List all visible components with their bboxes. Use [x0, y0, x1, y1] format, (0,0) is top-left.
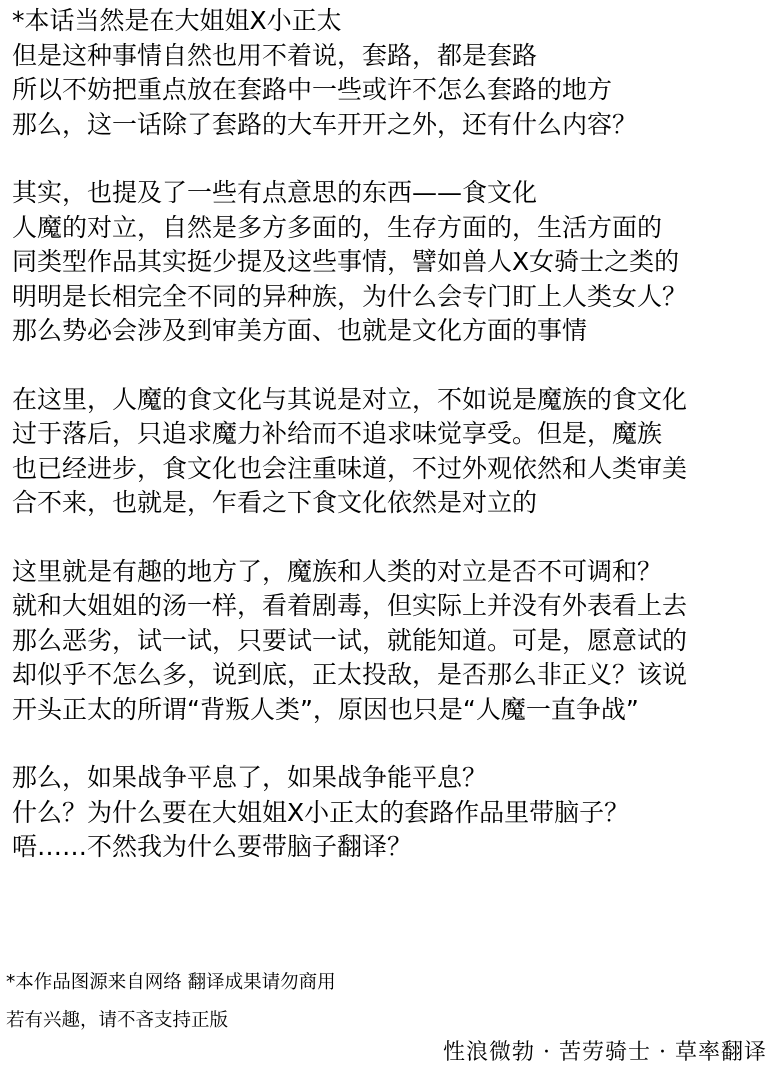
text-line: 合不来，也就是，乍看之下食文化依然是对立的	[12, 488, 538, 517]
text-line: 那么，如果战争平息了，如果战争能平息？	[12, 763, 488, 792]
translator-credits: 性浪微勃 · 苦劳骑士 · 草率翻译	[443, 1040, 767, 1065]
footnotes	[6, 964, 766, 1040]
text-line: 所以不妨把重点放在套路中一些或许不怎么套路的地方	[12, 75, 613, 104]
text-line: 过于落后，只追求魔力补给而不追求味觉享受。但是，魔族	[12, 419, 663, 448]
text-line: 也已经进步，食文化也会注重味道，不过外观依然和人类审美	[12, 453, 688, 483]
text-line: 那么，这一话除了套路的大车开开之外，还有什么内容？	[12, 109, 638, 139]
text-line: 同类型作品其实挺少提及这些事情，譬如兽人X女骑士之类的	[12, 247, 680, 276]
commentary-text	[12, 4, 777, 899]
text-line: 却似乎不怎么多，说到底，正太投敌，是否那么非正义？该说	[12, 660, 688, 689]
text-line: 那么势必会涉及到审美方面、也就是文化方面的事情	[12, 316, 588, 345]
text-line: 其实，也提及了一些有点意思的东西——食文化	[12, 178, 538, 207]
paragraph-2	[12, 176, 777, 349]
support-note: 若有兴趣，请不吝支持正版	[6, 1010, 229, 1031]
text-line: 在这里，人魔的食文化与其说是对立，不如说是魔族的食文化	[12, 384, 688, 414]
copyright-note: *本作品图源来自网络 翻译成果请勿商用	[6, 972, 336, 993]
text-line: 这里就是有趣的地方了，魔族和人类的对立是否不可调和？	[12, 556, 663, 586]
text-line: 明明是长相完全不同的异种族，为什么会专门盯上人类女人？	[12, 281, 688, 311]
text-line: *本话当然是在大姐姐X小正太	[12, 6, 342, 35]
paragraph-4	[12, 555, 777, 728]
text-line: 开头正太的所谓“背叛人类”，原因也只是“人魔一直争战”	[12, 694, 639, 724]
text-line: 就和大姐姐的汤一样，看着剧毒，但实际上并没有外表看上去	[12, 591, 688, 620]
text-line: 人魔的对立，自然是多方多面的，生存方面的，生活方面的	[12, 212, 663, 242]
text-line: 什么？为什么要在大姐姐X小正太的套路作品里带脑子？	[12, 797, 630, 827]
paragraph-5	[12, 761, 777, 865]
text-line: 那么恶劣，试一试，只要试一试，就能知道。可是，愿意试的	[12, 625, 688, 655]
text-line: 但是这种事情自然也用不着说，套路，都是套路	[12, 40, 538, 70]
paragraph-1	[12, 4, 777, 142]
text-line: 唔……不然我为什么要带脑子翻译？	[12, 832, 413, 861]
paragraph-3	[12, 383, 777, 521]
